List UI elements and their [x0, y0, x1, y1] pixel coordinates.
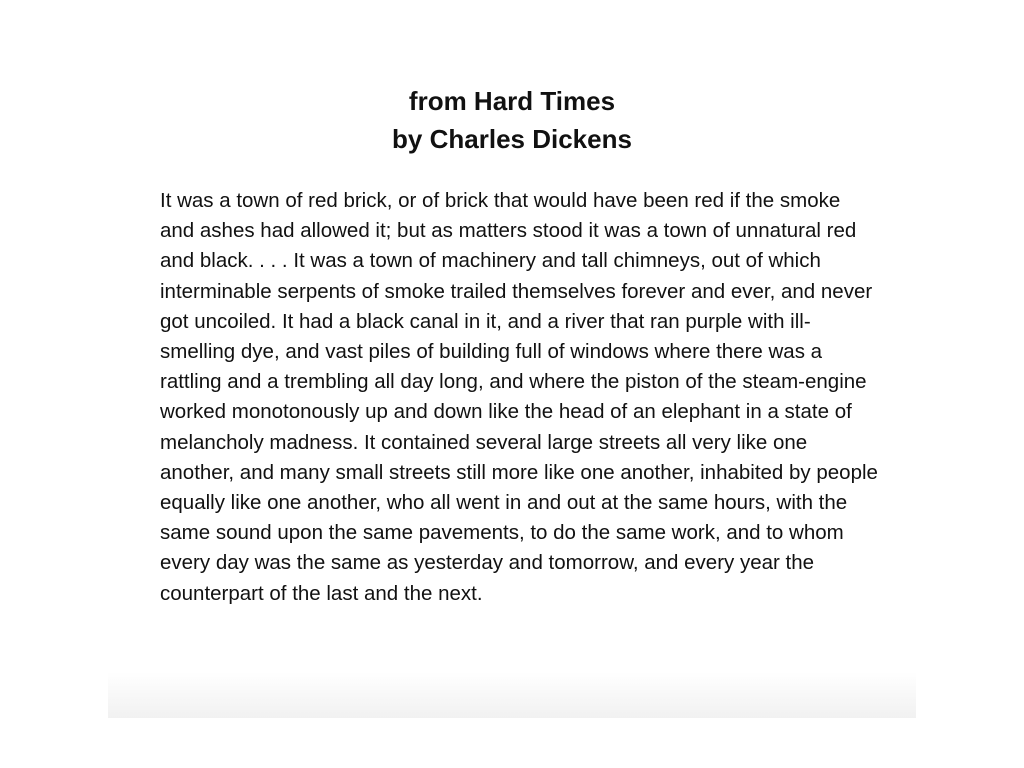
passage-text: It was a town of red brick, or of brick that would have been red if the smoke and ashes had allowed it; but as matters stood it was a town of unnatural red and black. . . . It was a town of machinery and tall chimneys, out of which interminable serpents of smoke trailed themselves forever and ever, and never got uncoiled. It had a black canal in it, and a river that ran purple with ill-smelling dye, and vast piles of building full of windows where there was a rattling and a trembling all day long, and where the piston of the steam-engine worked monotonously up and down like the head of an elephant in a state of melancholy madness. It contained several large streets all very like one another, and many small streets still more like one another, inhabited by people equally like one another, who all went in and out at the same hours, with the same sound upon the same pavements, to do the same work, and to whom every day was the same as yesterday and tomorrow, and every year the counterpart of the last and the next.: [160, 189, 878, 605]
document-page: [108, 0, 916, 718]
author-line: by Charles Dickens: [392, 124, 632, 154]
document-title: [108, 82, 916, 158]
title-line: from Hard Times: [408, 86, 616, 116]
